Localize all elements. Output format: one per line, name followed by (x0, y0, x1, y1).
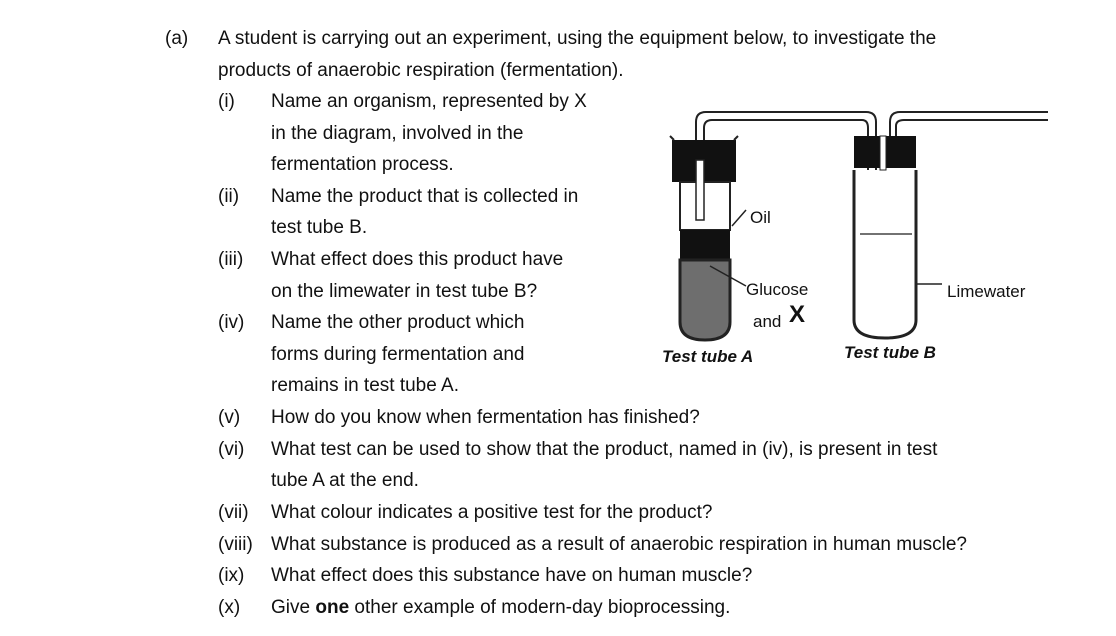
question-text: remains in test tube A. (271, 375, 459, 396)
oil-layer (680, 230, 730, 260)
question-number: (vi) (218, 439, 245, 460)
question-number: (x) (218, 597, 241, 618)
question-text: How do you know when fermentation has finished? (271, 407, 700, 428)
question-text: Name the product that is collected in (271, 186, 579, 207)
glucose-solution (680, 260, 730, 340)
question-text: What effect does this substance have on human muscle? (271, 565, 753, 586)
test-tube-b (854, 136, 916, 338)
question-text: test tube B. (271, 217, 368, 238)
label-glucose: Glucose (746, 280, 809, 299)
question-number: (iv) (218, 312, 245, 333)
question-text: on the limewater in test tube B? (271, 281, 538, 302)
question-text: in the diagram, involved in the (271, 123, 524, 144)
label-x: X (789, 301, 806, 328)
question-number: (ii) (218, 186, 240, 207)
question-text: tube A at the end. (271, 470, 419, 491)
question-text: forms during fermentation and (271, 344, 525, 365)
question-text-part: other example of modern-day bioprocessing. (349, 597, 731, 618)
question-text: fermentation process. (271, 154, 454, 175)
label-oil: Oil (750, 208, 771, 227)
question-text-part: Give (271, 597, 316, 618)
question-text: What test can be used to show that the product, named in (iv), is present in test (271, 439, 938, 460)
label-limewater: Limewater (947, 282, 1026, 301)
question-text: What substance is produced as a result of anaerobic respiration in human muscle? (271, 534, 967, 555)
apparatus-drawing (640, 100, 1060, 380)
air-space (680, 182, 730, 230)
emphasis-word: one (315, 597, 350, 618)
question-text: Name an organism, represented by X (271, 91, 587, 112)
question-number: (i) (218, 91, 235, 112)
intro-line-2: products of anaerobic respiration (fermentation). (218, 60, 624, 81)
question-text (271, 596, 730, 620)
label-and: and (753, 312, 782, 331)
question-text: What effect does this product have (271, 249, 564, 270)
question-number: (viii) (218, 534, 253, 555)
question-number: (v) (218, 407, 241, 428)
caption-test-tube-b: Test tube B (844, 343, 936, 362)
fermentation-apparatus-diagram (640, 100, 1060, 380)
part-label: (a) (165, 28, 189, 49)
question-number: (ix) (218, 565, 245, 586)
question-text: Name the other product which (271, 312, 525, 333)
caption-test-tube-a: Test tube A (662, 347, 754, 366)
question-text: What colour indicates a positive test for the product? (271, 502, 713, 523)
question-number: (iii) (218, 249, 244, 270)
test-tube-a (670, 136, 738, 340)
question-number: (vii) (218, 502, 249, 523)
intro-line-1: A student is carrying out an experiment, using the equipment below, to investigate the (218, 28, 937, 49)
